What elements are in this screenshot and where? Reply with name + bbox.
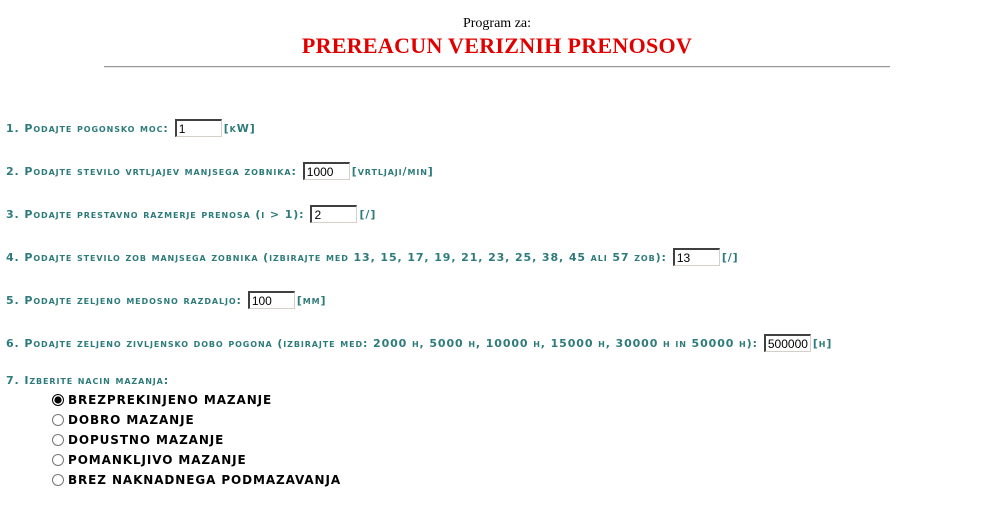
lubrication-row	[6, 369, 169, 391]
lifetime-label: 6. Podajte zeljeno zivljensko dobo pogona (izbirajte med: 2000 h, 5000 h, 10000 h, 15000 h, 30000 h in 50000 h):	[6, 336, 758, 350]
ratio-unit: [/]	[359, 207, 377, 221]
rpm-unit: [vrtljaji/min]	[351, 164, 434, 178]
lubrication-radio[interactable]	[52, 394, 64, 406]
teeth-input[interactable]	[673, 248, 720, 266]
lubrication-option[interactable]	[52, 410, 341, 430]
page-title: PREREACUN VERIZNIH PRENOSOV	[301, 33, 693, 58]
ratio-input[interactable]	[310, 205, 357, 223]
teeth-unit: [/]	[721, 250, 739, 264]
power-input[interactable]	[175, 119, 222, 137]
ratio-label: 3. Podajte prestavno razmerje prenosa (i > 1):	[6, 207, 305, 221]
header-divider	[104, 66, 890, 68]
lubrication-option-label: DOBRO MAZANJE	[68, 413, 195, 427]
distance-label: 5. Podajte zeljeno medosno razdaljo:	[6, 293, 242, 307]
lubrication-label: 7. Izberite nacin mazanja:	[6, 373, 170, 387]
rpm-input[interactable]	[303, 162, 350, 180]
ratio-row	[6, 203, 376, 225]
lubrication-option-label: BREZ NAKNADNEGA PODMAZAVANJA	[68, 473, 342, 487]
lubrication-option-label: POMANKLJIVO MAZANJE	[68, 453, 247, 467]
lubrication-radio[interactable]	[52, 414, 64, 426]
lifetime-unit: [h]	[812, 336, 833, 350]
lubrication-option-label: BREZPREKINJENO MAZANJE	[68, 393, 273, 407]
teeth-row	[6, 246, 739, 268]
lubrication-option[interactable]	[52, 430, 341, 450]
page-header	[0, 16, 994, 60]
lubrication-option[interactable]	[52, 470, 341, 490]
lubrication-option[interactable]	[52, 450, 341, 470]
rpm-row	[6, 160, 434, 182]
lubrication-radio[interactable]	[52, 474, 64, 486]
teeth-label: 4. Podajte stevilo zob manjsega zobnika (izbirajte med 13, 15, 17, 19, 21, 23, 25, 38, 45 ali 57 zob):	[6, 250, 667, 264]
lubrication-options	[52, 390, 341, 490]
distance-unit: [mm]	[296, 293, 327, 307]
distance-row	[6, 289, 326, 311]
lubrication-radio[interactable]	[52, 434, 64, 446]
power-label: 1. Podajte pogonsko moc:	[6, 121, 169, 135]
lubrication-option-label: DOPUSTNO MAZANJE	[68, 433, 225, 447]
distance-input[interactable]	[248, 291, 295, 309]
lifetime-input[interactable]	[764, 334, 811, 352]
lifetime-row	[6, 332, 832, 354]
power-unit: [kW]	[223, 121, 256, 135]
page-subtitle: Program za:	[462, 16, 532, 31]
lubrication-radio[interactable]	[52, 454, 64, 466]
rpm-label: 2. Podajte stevilo vrtljajev manjsega zobnika:	[6, 164, 297, 178]
power-row	[6, 117, 256, 139]
lubrication-option[interactable]	[52, 390, 341, 410]
